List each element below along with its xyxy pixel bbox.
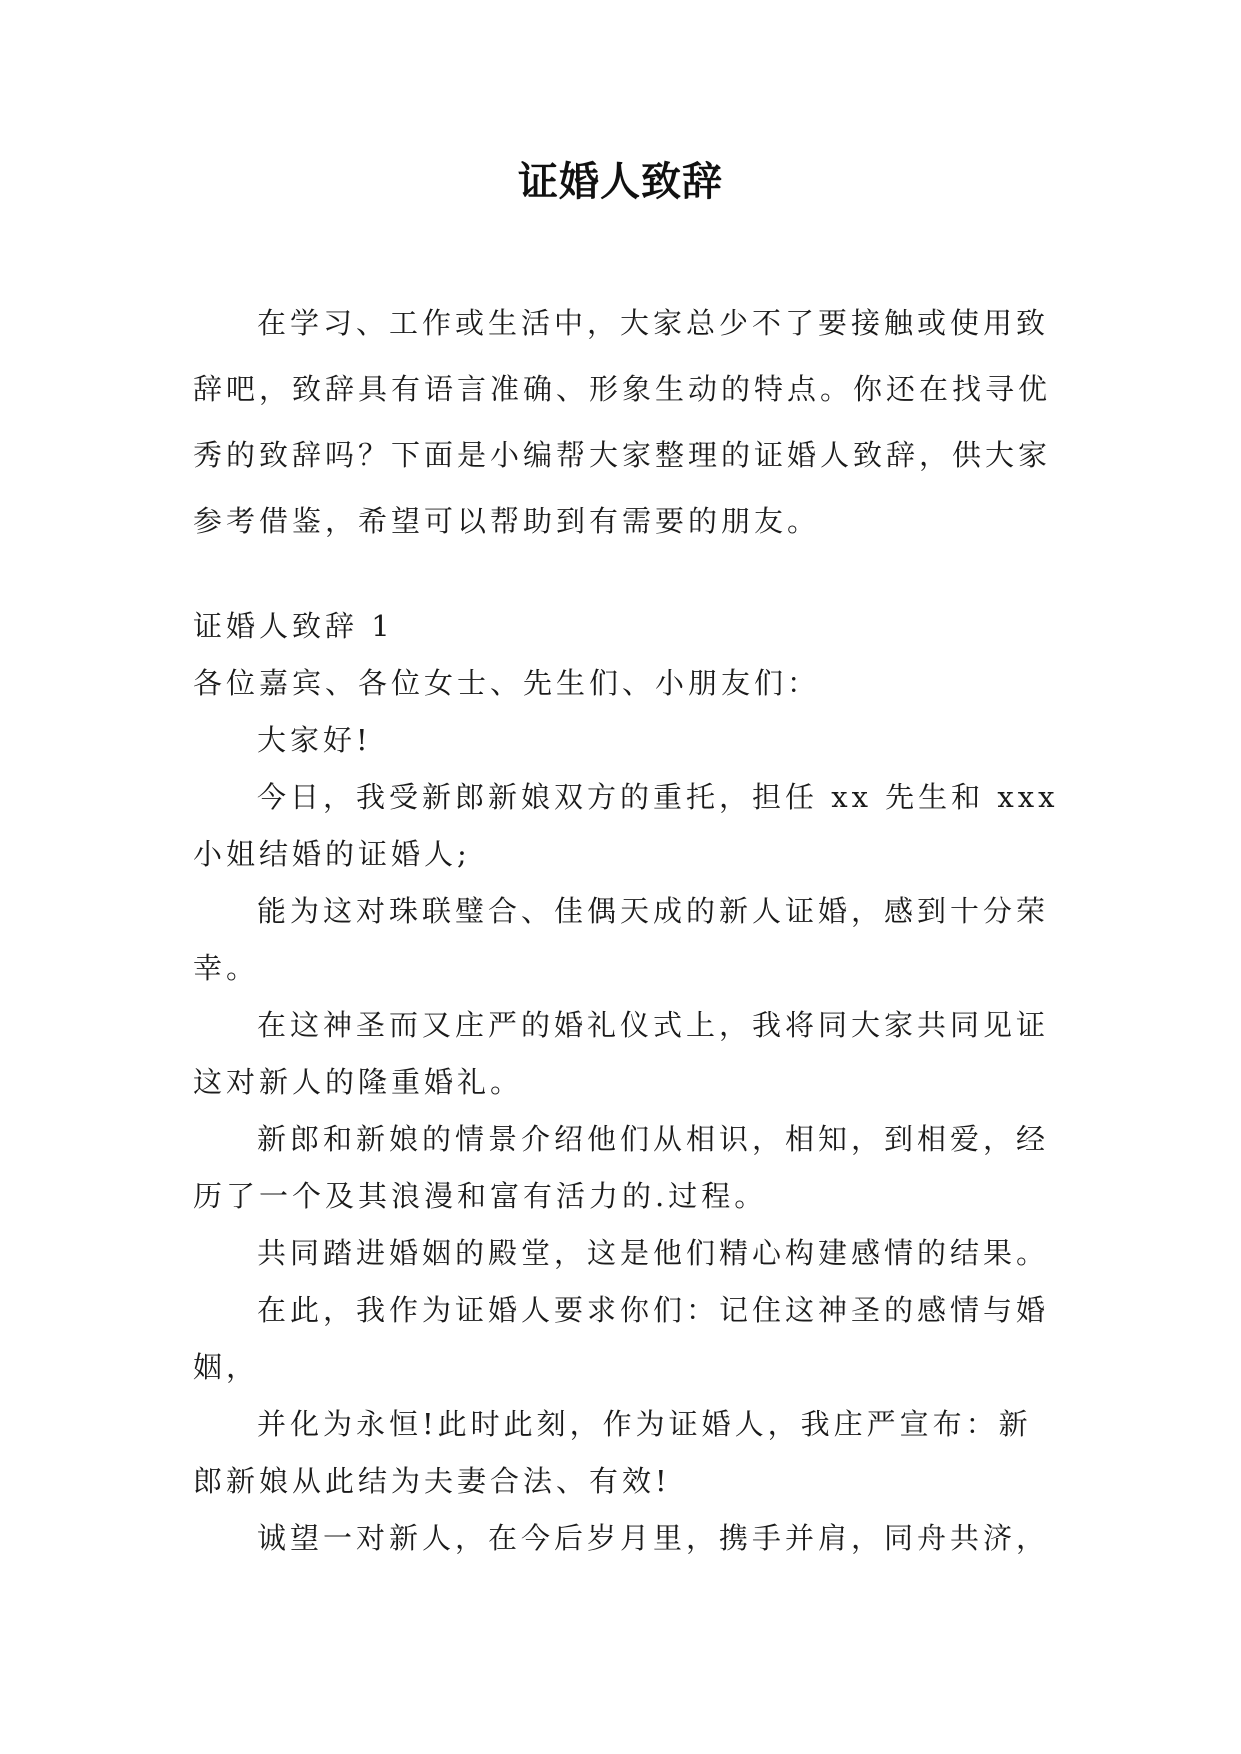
body-line: 这对新人的隆重婚礼。 bbox=[193, 1065, 524, 1099]
document-title: 证婚人致辞 bbox=[518, 158, 723, 205]
salutation: 各位嘉宾、各位女士、先生们、小朋友们： bbox=[193, 666, 821, 700]
body-line: 在这神圣而又庄严的婚礼仪式上，我将同大家共同见证 bbox=[257, 1008, 1050, 1042]
intro-line-1: 在学习、工作或生活中，大家总少不了要接触或使用致 bbox=[257, 306, 1050, 340]
body-line: 郎新娘从此结为夫妻合法、有效! bbox=[193, 1464, 671, 1498]
body-line: 姻， bbox=[193, 1350, 260, 1384]
paragraph-gap bbox=[193, 554, 1073, 598]
body-line: 幸。 bbox=[193, 951, 260, 985]
section-heading: 证婚人致辞 1 bbox=[193, 609, 394, 643]
intro-line-3: 秀的致辞吗？下面是小编帮大家整理的证婚人致辞，供大家 bbox=[193, 438, 1052, 472]
body-line: 在此，我作为证婚人要求你们：记住这神圣的感情与婚 bbox=[257, 1293, 1050, 1327]
body-line: 共同踏进婚姻的殿堂，这是他们精心构建感情的结果。 bbox=[257, 1236, 1050, 1270]
body-line: 并化为永恒!此时此刻，作为证婚人，我庄严宣布：新 bbox=[257, 1407, 1032, 1441]
intro-line-2: 辞吧，致辞具有语言准确、形象生动的特点。你还在找寻优 bbox=[193, 372, 1052, 406]
body-line: 今日，我受新郎新娘双方的重托，担任 xx 先生和 xxx bbox=[257, 780, 1059, 814]
intro-line-4: 参考借鉴，希望可以帮助到有需要的朋友。 bbox=[193, 504, 821, 538]
body-line: 能为这对珠联璧合、佳偶天成的新人证婚，感到十分荣 bbox=[257, 894, 1050, 928]
body-line: 小姐结婚的证婚人; bbox=[193, 837, 471, 871]
body-line: 历了一个及其浪漫和富有活力的.过程。 bbox=[193, 1179, 768, 1213]
greeting-line: 大家好! bbox=[257, 723, 372, 757]
body-line: 新郎和新娘的情景介绍他们从相识，相知，到相爱，经 bbox=[257, 1122, 1050, 1156]
body-line: 诚望一对新人，在今后岁月里，携手并肩，同舟共济， bbox=[257, 1521, 1050, 1555]
document-body bbox=[193, 290, 1073, 1567]
